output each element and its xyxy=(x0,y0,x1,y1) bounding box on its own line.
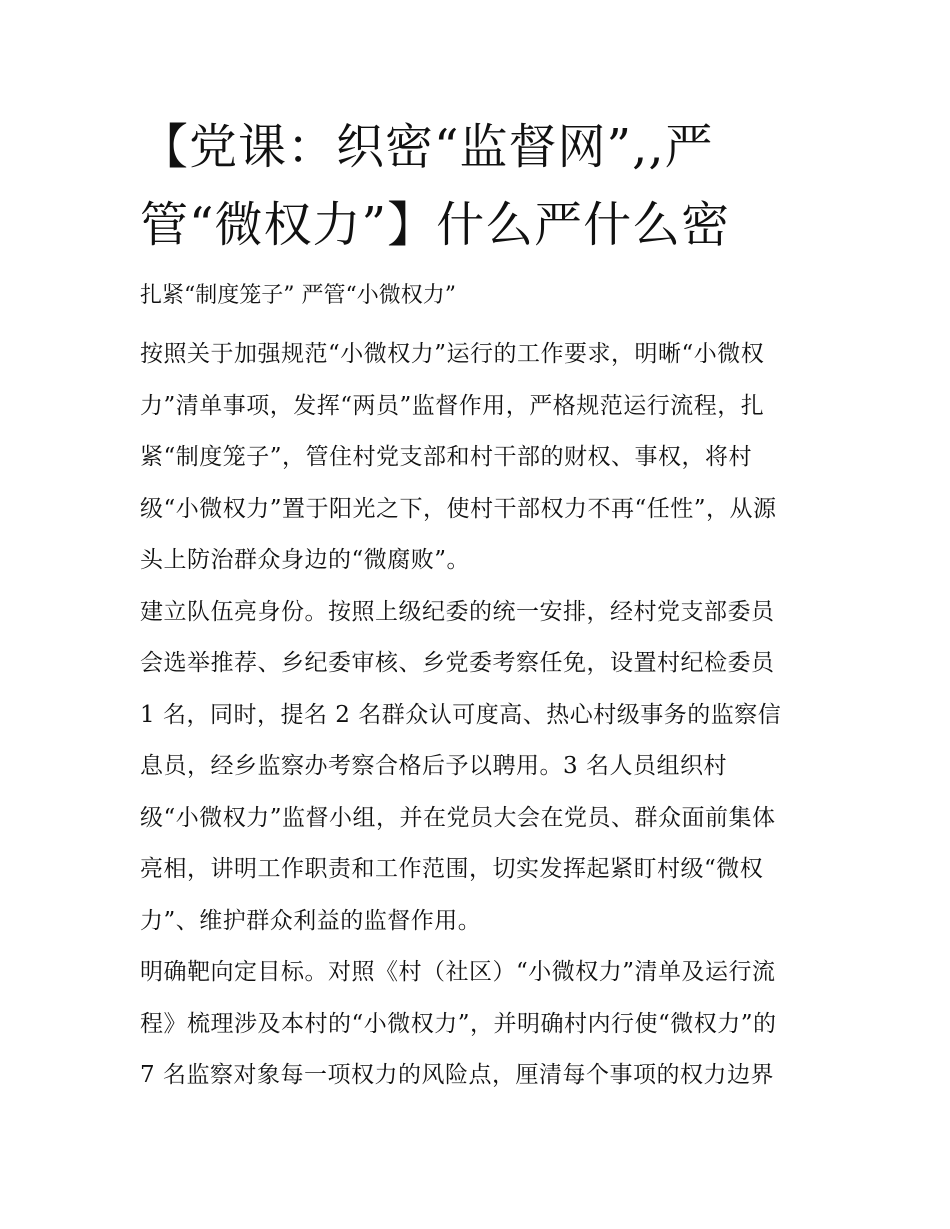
text-line: 息员，经乡监察办考察合格后予以聘用。3 名人员组织村 xyxy=(140,753,727,779)
paragraph xyxy=(140,947,812,1102)
text-line: 亮相，讲明工作职责和工作范围，切实发挥起紧盯村级“微权 xyxy=(140,856,764,882)
document-body xyxy=(140,108,812,1102)
text-line: 建立队伍亮身份。按照上级纪委的统一安排，经村党支部委员 xyxy=(140,598,775,625)
text-line: 1 名，同时，提名 2 名群众认可度高、热心村级事务的监察信 xyxy=(140,701,782,728)
text-line: 程》梳理涉及本村的“小微权力”，并明确村内行使“微权力”的 xyxy=(140,1010,777,1037)
text-line: 级“小微权力”监督小组，并在党员大会在党员、群众面前集体 xyxy=(140,804,776,831)
title-line: 【党课：织密“监督网”,,严 xyxy=(140,119,714,175)
text-line: 7 名监察对象每一项权力的风险点，厘清每个事项的权力边界 xyxy=(140,1062,774,1088)
document-subtitle: 扎紧“制度笼子” 严管“小微权力” xyxy=(140,283,456,308)
text-line: 明确靶向定目标。对照《村（社区）“小微权力”清单及运行流 xyxy=(140,959,776,985)
text-line: 级“小微权力”置于阳光之下，使村干部权力不再“任性”，从源 xyxy=(140,495,777,522)
paragraph xyxy=(140,587,812,948)
text-line: 紧“制度笼子”，管住村党支部和村干部的财权、事权，将村 xyxy=(140,444,753,470)
paragraph xyxy=(140,329,812,587)
document-title xyxy=(140,108,812,264)
text-line: 头上防治群众身边的“微腐败”。 xyxy=(140,547,471,573)
title-line: 管“微权力”】什么严什么密 xyxy=(140,197,731,253)
text-line: 力”清单事项，发挥“两员”监督作用，严格规范运行流程，扎 xyxy=(140,392,765,419)
text-line: 按照关于加强规范“小微权力”运行的工作要求，明晰“小微权 xyxy=(140,341,765,367)
text-line: 会选举推荐、乡纪委审核、乡党委考察任免，设置村纪检委员 xyxy=(140,650,775,676)
text-line: 力”、维护群众利益的监督作用。 xyxy=(140,907,482,934)
